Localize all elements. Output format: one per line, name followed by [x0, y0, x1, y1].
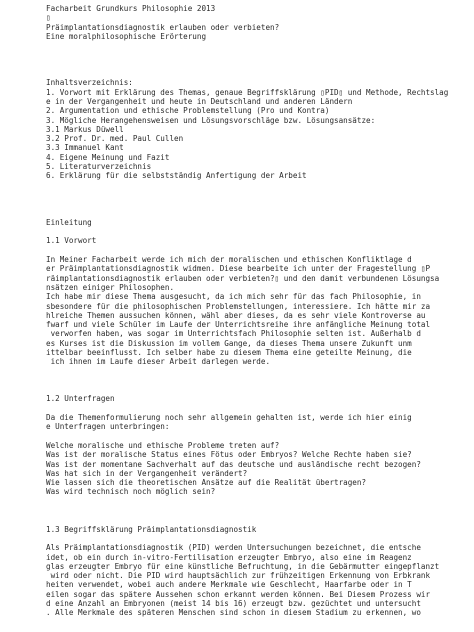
text-line: ich ihnen im Laufe dieser Arbeit darlegen werde.	[46, 357, 271, 367]
toc-line: 4. Eigene Meinung und Fazit	[46, 152, 170, 162]
text-line: Ich habe mir diese Thema ausgesucht, da ich mich sehr für das fach Philosophie, in	[46, 292, 421, 302]
unterfragen-intro	[46, 413, 470, 432]
document-subtitle: Eine moralphilosophische Erörterung	[46, 31, 207, 41]
course-line: Facharbeit Grundkurs Philosophie 2013	[46, 4, 216, 13]
text-line: heiten verwendet, wobei auch andere Merkmale wie Geschlecht, Haarfarbe oder in T	[46, 580, 412, 590]
toc-line: 2. Argumentation und ethische Problemstellung (Pro und Kontra)	[46, 106, 330, 116]
subsection-heading-unterfragen: 1.2 Unterfragen	[46, 394, 115, 404]
text-line: räimplantationsdiagnostik erlauben oder verbieten?▯ und den damit verbundenen Lösungsa	[46, 273, 440, 283]
question-item: Was wird technisch noch möglich sein?	[46, 487, 216, 497]
document-title: Präimplantationsdiagnostik erlauben oder verbieten?	[46, 22, 280, 32]
text-line: . Alle Merkmale des späteren Menschen sind schon in diesem Stadium zu erkennen, wo	[46, 608, 421, 618]
toc-line: 3.3 Immanuel Kant	[46, 143, 124, 153]
text-line: hlreiche Themen aussuchen können, wähl aber dieses, da es sehr viele Kontroverse au	[46, 310, 426, 320]
question-item: Wie lassen sich die theoretischen Ansätze auf die Realität übertragen?	[46, 478, 367, 488]
text-line: wird oder nicht. Die PID wird hauptsächlich zur frühzeitigen Erkennung von Erbkrank	[46, 571, 431, 581]
text-line: nsätzen einiger Philosophen.	[46, 282, 175, 292]
toc-line: 6. Erklärung für die selbstständig Anfertigung der Arbeit	[46, 171, 307, 181]
toc-line: 5. Literaturverzeichnis	[46, 162, 152, 172]
toc-line: 3.1 Markus Düwell	[46, 124, 124, 134]
toc-heading: Inhaltsverzeichnis:	[46, 78, 133, 88]
question-item: Was ist der moralische Status eines Fötus oder Embryos? Welche Rechte haben sie?	[46, 450, 412, 460]
toc-line: 3.2 Prof. Dr. med. Paul Cullen	[46, 134, 184, 144]
text-line: er Präimplantationsdiagnostik widmen. Diese bearbeite ich unter der Fragestellung ▯P	[46, 264, 431, 274]
table-of-contents	[46, 88, 470, 181]
toc-line: 3. Mögliche Herangehensweisen und Lösungsvorschläge bzw. Lösungsansätze:	[46, 115, 376, 125]
toc-line: e in der Vergangenheit und heute in Deutschland und anderen Ländern	[46, 96, 353, 106]
text-line: Als Präimplantationsdiagnostik (PID) werden Untersuchungen bezeichnet, die entsche	[46, 543, 421, 553]
vorwort-paragraph	[46, 255, 470, 367]
question-item: Was hat sich in der Vergangenheit verändert?	[46, 468, 248, 478]
text-line: es Kurses ist die Diskussion im vollem Gange, da dieses Thema unsere Zukunft unm	[46, 338, 412, 348]
text-line: idet, ob ein durch in-vitro-Fertilisation erzeugter Embryo, also eine im Reagenz	[46, 552, 412, 562]
document-page	[46, 4, 470, 618]
subsection-heading-vorwort: 1.1 Vorwort	[46, 236, 97, 246]
text-line: In Meiner Facharbeit werde ich mich der moralischen und ethischen Konfliktlage d	[46, 255, 412, 265]
text-line: e Unterfragen unterbringen:	[46, 422, 170, 432]
begriffsklaerung-paragraph	[46, 543, 470, 617]
missing-glyph-icon: ▯	[46, 13, 51, 23]
text-line: eilen sogar das spätere Aussehen schon erkannt werden können. Bei Diesem Prozess wir	[46, 589, 431, 599]
question-item: Was ist der momentane Sachverhalt auf das deutsche und ausländische recht bezogen?	[46, 459, 421, 469]
question-list	[46, 441, 470, 497]
toc-line: 1. Vorwort mit Erklärung des Themas, genaue Begriffsklärung ▯PID▯ und Methode, Rechtslag	[46, 87, 449, 97]
question-item: Welche moralische und ethische Probleme treten auf?	[46, 440, 280, 450]
text-line: fwarf und viele Schüler im Laufe der Unterrichtsreihe ihre anfängliche Meinung total	[46, 320, 431, 330]
text-line: d eine Anzahl an Embryonen (meist 14 bis 16) erzeugt bzw. gezüchtet und untersucht	[46, 599, 421, 608]
text-line: sbesondere für die philosophischen Problemstellungen, interessiere. Ich hätte mir za	[46, 301, 431, 311]
section-heading-einleitung: Einleitung	[46, 217, 92, 227]
subsection-heading-begriffsklaerung: 1.3 Begriffsklärung Präimplantationsdiagnostik	[46, 524, 257, 534]
text-line: ittelbar beeinflusst. Ich selber habe zu diesem Thema eine geteilte Meinung, die	[46, 347, 412, 357]
text-line: verworfen haben, was sogar im Unterrichtsfach Philosophie selten ist. Außerhalb d	[46, 329, 421, 339]
text-line: glas erzeugter Embryo für eine künstliche Befruchtung, in die Gebärmutter eingepflanzt	[46, 561, 440, 571]
text-line: Da die Themenformulierung noch sehr allgemein gehalten ist, werde ich hier einig	[46, 413, 412, 423]
